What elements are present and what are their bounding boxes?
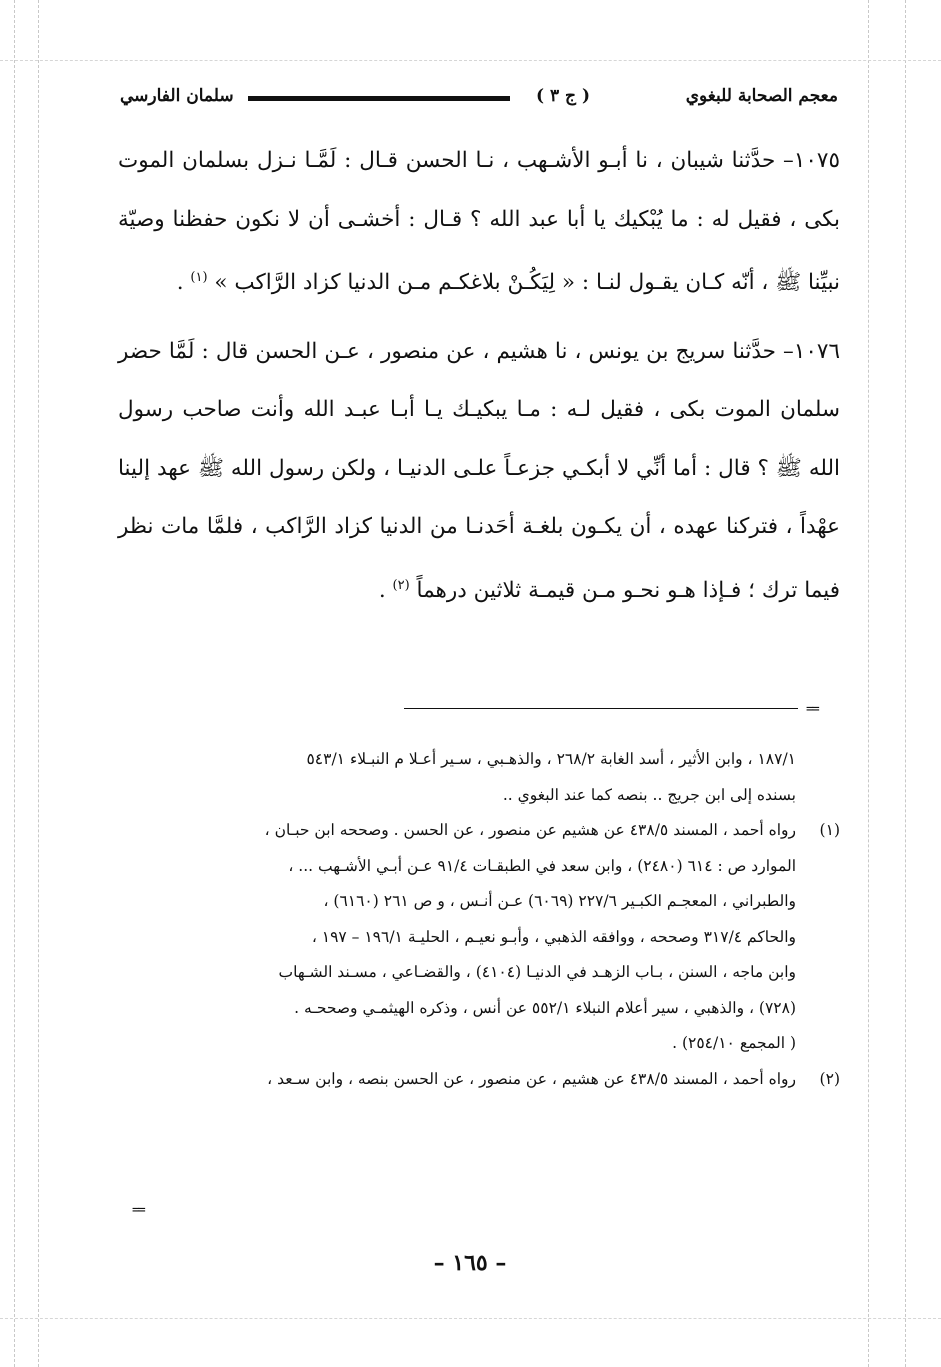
volume-label: ( ج ٣ ): [536, 86, 590, 106]
scan-guide-bottom: [0, 1318, 941, 1319]
hadith-1075: ١٠٧٥– حدَّثنا شيبان ، نا أبـو الأشـهب ، نـا الحسن قـال : لَمَّـا نـزل بسلمان الموت بكى ، فقيل له : ما يُبْكيك يا أبا عبد الله ؟ قـال : أخشـى أن لا نكون حفظنا وصيّة نبيِّنا ﷺ ، أنّه كـان يقـول لنـا : « لِيَكُـنْ بلاغكـم مـن الدنيا كزاد الرَّاكب » $^{(١)}$ .: [118, 148, 840, 296]
hadith-text: – حدَّثنا سريج بن يونس ، نا هشيم ، عن منصور ، عـن الحسن قال : لَمَّا حضر سلمان الموت بكى ، فقيل لـه : مـا يبكيـك يـا أبـا عبـد الله وأنت صاحب رسول الله ﷺ ؟ قال : أما أنِّي لا أبكـي جزعـاً علـى الدنيـا ، ولكن رسول الله ﷺ عهد إلينا عهْداً ، فتركنا عهده ، أن يكـون بلغـة أحَدنـا من الدنيا كزاد الرَّاكب ، فلمَّا مات نظر فيما ترك ؛ فـإذا هـو نحـو مـن قيمـة ثلاثين درهماً: [118, 338, 840, 603]
footnote-1-line: والطبراني ، المعجـم الكبـير ٢٢٧/٦ (٦٠٦٩) عـن أنـس ، و ص ٢٦١ (٦١٦٠) ،: [323, 892, 796, 910]
hadith-number: ١٠٧٥: [793, 148, 840, 173]
chapter-name: سلمان الفارسي: [120, 86, 234, 106]
footnotes: [128, 742, 840, 1097]
scan-guide-right-inner: [868, 0, 869, 1367]
footnote-ref: (٢): [392, 577, 410, 593]
footnote-carryover-line: بسنده إلى ابن جريج .. بنصه كما عند البغوي ..: [502, 785, 796, 804]
main-text: [118, 132, 840, 630]
running-header: [120, 86, 838, 114]
footnote-1-line: الموارد ص : ٦١٤ (٢٤٨٠) ، وابن سعد في الطبقـات ٩١/٤ عـن أبـي الأشـهب ... ،: [288, 856, 796, 875]
book-title: معجم الصحابة للبغوي: [685, 86, 838, 106]
footnote-2-line: (٢)رواه أحمد ، المسند ٤٣٨/٥ عن هشيم ، عن منصور ، عن الحسن بنصه ، وابن سـعد ،: [128, 1062, 840, 1098]
hadith-text: – حدَّثنا شيبان ، نا أبـو الأشـهب ، نـا الحسن قـال : لَمَّـا نـزل بسلمان الموت بكى ، فقيل له : ما يُبْكيك يا أبا عبد الله ؟ قـال : أخشـى أن لا نكون حفظنا وصيّة نبيِّنا ﷺ ، أنّه كـان يقـول لنـا : « لِيَكُـنْ بلاغكـم مـن الدنيا كزاد الرَّاكب »: [118, 148, 840, 296]
footnote-mark: (٢): [819, 1069, 840, 1088]
footnote-divider: [404, 708, 798, 709]
footnote-1-line: (١)رواه أحمد ، المسند ٤٣٨/٥ عن هشيم عن منصور ، عن الحسن . وصححه ابن حبـان ،: [128, 813, 840, 849]
footnote-1-line: والحاكم ٣١٧/٤ وصححه ، ووافقه الذهبي ، وأبـو نعيـم ، الحليـة ١٩٦/١ – ١٩٧ ،: [311, 927, 796, 946]
continuation-mark: ==: [806, 702, 818, 717]
scan-guide-top: [0, 60, 941, 61]
footnote-mark: (١): [819, 821, 840, 839]
continuation-mark: ==: [132, 1203, 144, 1218]
scan-guide-left-inner: [38, 0, 39, 1367]
footnote-1-line: ( المجمع ٢٥٤/١٠) .: [672, 1034, 796, 1052]
scan-guide-left: [14, 0, 15, 1367]
footnote-1-line: وابن ماجه ، السنن ، بـاب الزهـد في الدنيـا (٤١٠٤) ، والقضـاعي ، مسـند الشـهاب: [278, 963, 796, 981]
page-number: – ١٦٥ –: [433, 1250, 507, 1276]
header-rule: [248, 96, 510, 101]
footnote-ref: (١): [190, 270, 208, 285]
hadith-number: ١٠٧٦: [793, 338, 840, 364]
footnote-1-line: (٧٢٨) ، والذهبي ، سير أعلام النبلاء ٥٥٢/١ عن أنس ، وذكره الهيثمـي وصححـه .: [294, 998, 796, 1017]
scan-guide-right: [905, 0, 906, 1367]
hadith-1076: ١٠٧٦– حدَّثنا سريج بن يونس ، نا هشيم ، عن منصور ، عـن الحسن قال : لَمَّا حضر سلمان الموت بكى ، فقيل لـه : مـا يبكيـك يـا أبـا عبـد الله وأنت صاحب رسول الله ﷺ ؟ قال : أما أنِّي لا أبكـي جزعـاً علـى الدنيـا ، ولكن رسول الله ﷺ عهد إلينا عهْداً ، فتركنا عهده ، أن يكـون بلغـة أحَدنـا من الدنيا كزاد الرَّاكب ، فلمَّا مات نظر فيما ترك ؛ فـإذا هـو نحـو مـن قيمـة ثلاثين درهماً $^{(٢)}$ .: [118, 338, 840, 603]
footnote-carryover-line: ١٨٧/١ ، وابن الأثير ، أسد الغابة ٢٦٨/٢ ، والذهـبي ، سـير أعـلا م النبـلاء ٥٤٣/١: [306, 750, 796, 768]
